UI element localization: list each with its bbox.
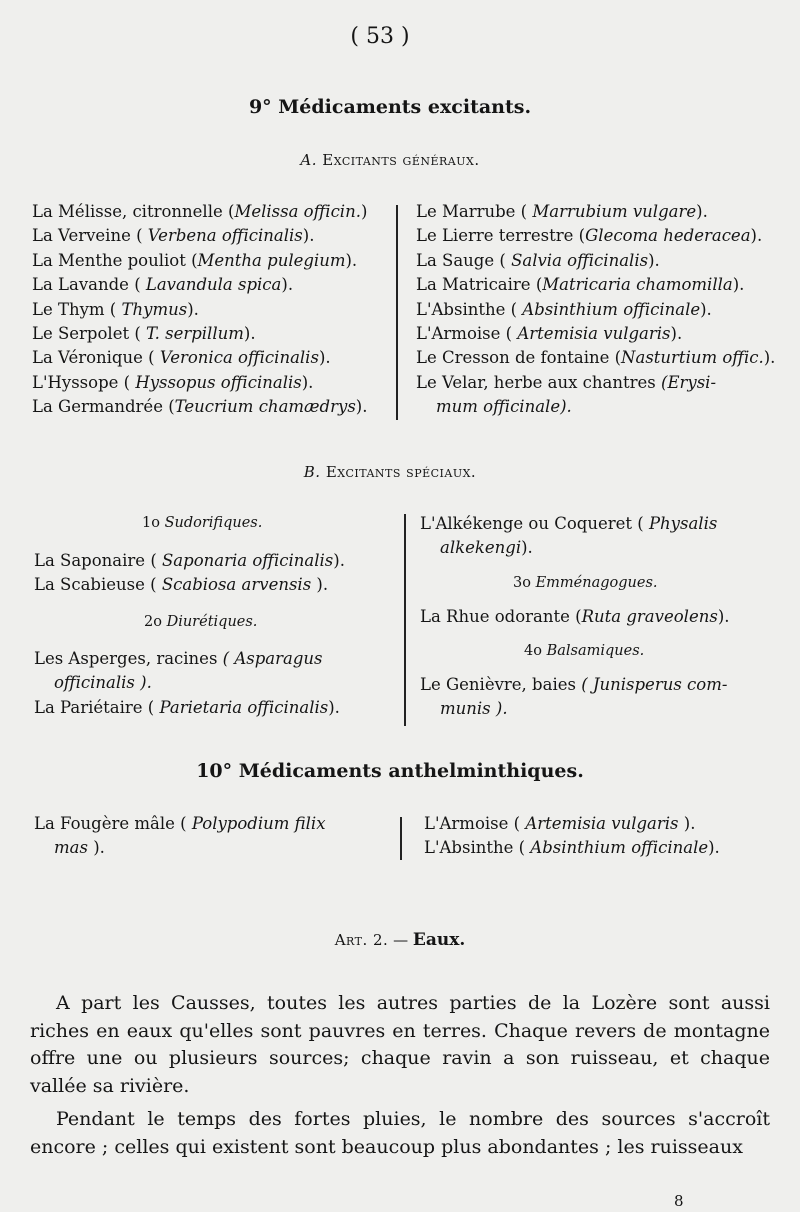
plant-common-name: Le Serpolet (	[32, 324, 147, 344]
plant-entry-end: ).	[355, 397, 368, 417]
plant-entry	[416, 224, 775, 248]
plant-entry	[32, 395, 367, 419]
plant-entry	[32, 273, 367, 297]
plant-common-name: L'Armoise (	[424, 814, 526, 833]
column-divider	[404, 514, 406, 726]
section-9-title: 9° Médicaments excitants.	[248, 96, 532, 118]
plant-entry-end: ).	[302, 226, 315, 246]
plant-latin-name: Polypodium filix	[191, 814, 326, 833]
plant-entry	[420, 536, 717, 560]
plant-common-name: Le Velar, herbe aux chantres	[416, 372, 662, 392]
plant-entry-end: ).	[708, 838, 720, 858]
plant-entry-end: ).	[763, 348, 776, 368]
plant-entry	[416, 298, 775, 322]
plant-latin-name: munis ).	[440, 699, 508, 719]
plant-entry	[416, 200, 775, 224]
plant-entry	[34, 573, 345, 597]
plant-entry	[416, 395, 775, 419]
plant-latin-name: Physalis	[648, 514, 718, 533]
subsection-b-heading	[0, 463, 780, 481]
plant-common-name: Le Marrube (	[416, 202, 533, 221]
section-9-left-column	[32, 200, 367, 420]
plant-entry-end: ).	[700, 299, 712, 319]
plant-common-name: La Rhue odorante (	[420, 607, 582, 626]
plant-latin-name: Scabiosa arvensis	[161, 575, 312, 595]
plant-latin-name: Thymus	[121, 299, 188, 319]
plant-entry-end: ).	[732, 275, 745, 295]
category-number: 4o	[524, 643, 542, 659]
subsection-a-title: Excitants généraux.	[322, 151, 480, 169]
plant-entry-end: ).	[345, 250, 358, 270]
plant-entry-end: ).	[301, 372, 314, 392]
plant-latin-name: Glecoma hederacea	[585, 226, 751, 246]
plant-common-name: Le Thym (	[32, 299, 122, 319]
plant-latin-name: Parietaria officinalis	[159, 697, 329, 717]
plant-entry	[34, 671, 340, 695]
plant-entry	[416, 346, 775, 370]
plant-entry-end: ).	[243, 324, 256, 344]
plant-entry	[32, 346, 367, 370]
plant-entry	[34, 812, 326, 836]
plant-entry	[416, 322, 775, 346]
plant-entry-end: ).	[318, 348, 331, 368]
section-10-title: 10° Médicaments anthelminthiques.	[196, 760, 584, 782]
plant-latin-name: Absinthium officinale	[522, 299, 701, 319]
plant-entry-end: )	[360, 202, 368, 221]
plant-entry-end: ).	[333, 551, 345, 570]
plant-entry-end: ).	[521, 538, 533, 558]
plant-entry	[32, 224, 367, 248]
subsection-b-letter: B.	[303, 463, 321, 481]
plant-entry	[34, 647, 340, 671]
plant-latin-name: Absinthium officinale	[530, 838, 709, 858]
plant-latin-name: Artemisia vulgaris	[517, 324, 671, 344]
plant-common-name: L'Absinthe (	[424, 838, 531, 858]
article-dash: —	[393, 931, 409, 949]
plant-entry-end: ).	[670, 324, 683, 344]
plant-common-name: La Fougère mâle (	[34, 814, 192, 833]
plant-entry	[420, 697, 727, 721]
plant-latin-name: ( Junisperus com-	[581, 675, 728, 694]
alkekenge-entry	[420, 512, 717, 561]
sudorifiques-list	[34, 549, 345, 598]
category-sudorifiques	[142, 515, 262, 531]
plant-common-name: Le Cresson de fontaine (	[416, 348, 622, 368]
emmenagogues-list	[420, 605, 730, 629]
plant-common-name: L'Alkékenge ou Coqueret (	[420, 514, 649, 533]
plant-common-name: La Matricaire (	[416, 275, 543, 295]
plant-entry	[32, 322, 367, 346]
plant-entry-end: ).	[311, 575, 329, 595]
plant-latin-name: Artemisia vulgaris	[525, 814, 679, 833]
category-balsamiques	[524, 643, 644, 659]
plant-latin-name: mas	[54, 838, 88, 858]
plant-entry	[34, 696, 340, 720]
category-number: 2o	[144, 614, 162, 630]
plant-entry	[32, 249, 367, 273]
plant-latin-name: officinalis ).	[54, 673, 152, 693]
plant-latin-name: Veronica officinalis	[159, 348, 319, 368]
plant-entry	[32, 200, 367, 224]
plant-entry-end: ).	[678, 814, 696, 833]
column-divider	[396, 205, 398, 420]
plant-entry	[34, 836, 326, 860]
plant-latin-name: T. serpillum	[146, 324, 244, 344]
plant-entry-end: ).	[750, 226, 763, 246]
plant-latin-name: Melissa officin.	[234, 202, 361, 221]
plant-entry-end: ).	[696, 202, 708, 221]
subsection-b-title: Excitants spéciaux.	[325, 463, 477, 481]
column-divider	[400, 817, 402, 860]
plant-entry-end: ).	[281, 275, 294, 295]
balsamiques-list	[420, 673, 727, 722]
plant-latin-name: ( Asparagus	[222, 649, 323, 668]
category-number: 3o	[513, 575, 531, 591]
article-paragraph: A part les Causses, toutes les autres parties de la Lozère sont aussi riches en eaux qu'elles sont pauvres en terres. Chaque revers de montagne offre une ou plusieurs sources; chaque ravin a son ruisseau, et chaque vallée sa rivière.	[30, 992, 770, 1097]
category-number: 1o	[142, 515, 160, 531]
plant-entry	[424, 812, 720, 836]
plant-entry	[416, 273, 775, 297]
category-name: Diurétiques.	[166, 614, 258, 630]
plant-entry-end: ).	[187, 299, 199, 319]
signature-mark: 8	[674, 1192, 684, 1210]
plant-latin-name: Marrubium vulgare	[532, 202, 697, 221]
plant-latin-name: Hyssopus officinalis	[135, 372, 302, 392]
plant-latin-name: Salvia officinalis	[511, 250, 649, 270]
category-name: Balsamiques.	[546, 643, 645, 659]
plant-latin-name: Nasturtium offic.	[621, 348, 764, 368]
plant-latin-name: Lavandula spica	[145, 275, 282, 295]
plant-common-name: La Mélisse, citronnelle (	[32, 202, 235, 221]
plant-common-name: Les Asperges, racines	[34, 649, 223, 668]
plant-latin-name: (Erysi-	[661, 372, 717, 392]
plant-common-name: La Saponaire (	[34, 551, 162, 570]
plant-latin-name: Mentha pulegium	[197, 250, 346, 270]
plant-entry-end: ).	[648, 250, 660, 270]
plant-entry-end: ).	[717, 607, 730, 626]
section-10-right-column	[424, 812, 720, 861]
category-name: Emménagogues.	[535, 575, 658, 591]
plant-common-name: Le Lierre terrestre (	[416, 226, 586, 246]
plant-common-name: La Sauge (	[416, 250, 512, 270]
plant-entry	[32, 371, 367, 395]
article-title: Eaux.	[412, 930, 466, 950]
plant-common-name: La Verveine (	[32, 226, 148, 246]
plant-latin-name: Matricaria chamomilla	[542, 275, 733, 295]
plant-entry	[32, 298, 367, 322]
plant-latin-name: Verbena officinalis	[147, 226, 303, 246]
plant-common-name: La Menthe pouliot (	[32, 250, 198, 270]
plant-common-name: La Scabieuse (	[34, 575, 162, 595]
article-body	[30, 990, 770, 1161]
plant-entry	[424, 836, 720, 860]
plant-common-name: La Lavande (	[32, 275, 146, 295]
category-diuretiques	[144, 614, 257, 630]
plant-entry	[34, 549, 345, 573]
plant-latin-name: alkekengi	[440, 538, 522, 558]
category-name: Sudorifiques.	[164, 515, 263, 531]
plant-common-name: L'Absinthe (	[416, 299, 523, 319]
plant-entry	[420, 673, 727, 697]
plant-entry	[416, 371, 775, 395]
article-heading	[0, 930, 800, 950]
article-paragraph: Pendant le temps des fortes pluies, le nombre des sources s'accroît encore ; celles qui existent sont beaucoup plus abondantes ; les ruisseaux	[30, 1108, 770, 1158]
plant-latin-name: Saponaria officinalis	[162, 551, 334, 570]
plant-entry	[416, 249, 775, 273]
plant-entry	[420, 605, 730, 629]
diuretiques-list	[34, 647, 340, 720]
article-label: Art. 2.	[334, 931, 389, 949]
plant-latin-name: mum officinale).	[436, 397, 572, 417]
plant-latin-name: Teucrium chamædrys	[174, 397, 356, 417]
category-emmenagogues	[513, 575, 658, 591]
page-number: ( 53 )	[350, 24, 410, 49]
section-9-right-column	[416, 200, 775, 420]
plant-latin-name: Ruta graveolens	[581, 607, 718, 626]
plant-common-name: La Véronique (	[32, 348, 160, 368]
plant-common-name: Le Genièvre, baies	[420, 675, 582, 694]
plant-entry	[420, 512, 717, 536]
subsection-a-heading	[0, 151, 780, 169]
plant-entry-end: ).	[328, 697, 340, 717]
subsection-a-letter: A.	[300, 151, 317, 169]
plant-common-name: La Pariétaire (	[34, 697, 160, 717]
plant-common-name: La Germandrée (	[32, 397, 175, 417]
plant-entry-end: ).	[87, 838, 105, 858]
plant-common-name: L'Armoise (	[416, 324, 518, 344]
plant-common-name: L'Hyssope (	[32, 372, 136, 392]
section-10-left-column	[34, 812, 326, 861]
